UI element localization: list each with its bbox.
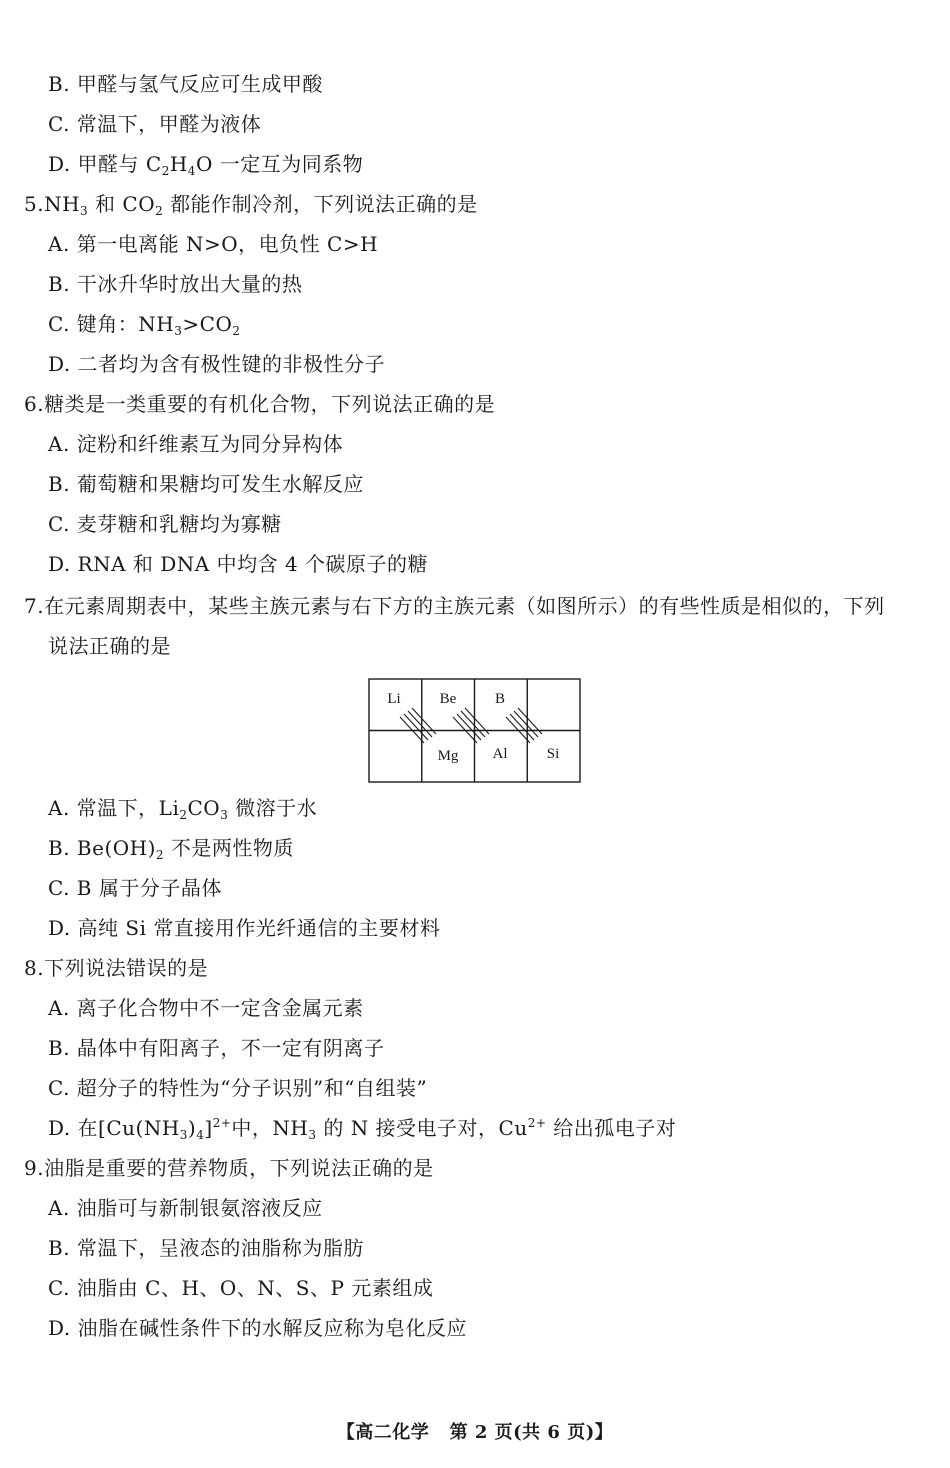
text: 微溶于水: [228, 796, 318, 820]
text: O 一定互为同系物: [195, 152, 364, 176]
question-number: 6.: [24, 392, 45, 416]
text: 不是两性物质: [164, 836, 294, 860]
text: 在元素周期表中，某些主族元素与右下方的主族元素（如图所示）的有些性质是相似的，下列: [44, 594, 885, 618]
q4-option-b: B. 甲醛与氢气反应可生成甲酸: [48, 72, 323, 96]
subscript: 2: [155, 848, 165, 862]
superscript: 2+: [527, 1116, 547, 1130]
periodic-table-svg: [368, 678, 582, 784]
element-li: Li: [387, 691, 401, 707]
q4-option-c: C. 常温下，甲醛为液体: [48, 112, 262, 136]
q9-option-d: D. 油脂在碱性条件下的水解反应称为皂化反应: [48, 1316, 468, 1340]
q9-stem: [24, 1154, 434, 1182]
text: C. 键角：NH: [48, 312, 175, 336]
question-number: 8.: [24, 956, 45, 980]
subscript: 3: [308, 1128, 317, 1142]
q7-option-c: C. B 属于分子晶体: [48, 876, 222, 900]
q7-option-a: [48, 794, 317, 822]
text: 都能作制冷剂，下列说法正确的是: [163, 192, 478, 216]
footer-right-bracket: 】: [594, 1422, 614, 1443]
footer-page-number: 第 2 页(共 6 页): [449, 1422, 595, 1443]
q5-stem: [24, 190, 478, 218]
text: 中，NH: [231, 1116, 309, 1140]
question-number: 7.: [24, 594, 45, 618]
text: >CO: [182, 312, 233, 336]
element-b: B: [494, 691, 506, 707]
q8-option-b: B. 晶体中有阳离子，不一定有阴离子: [48, 1036, 385, 1060]
q5-option-a: A. 第一电离能 N>O，电负性 C>H: [48, 232, 379, 256]
element-be: Be: [439, 691, 457, 707]
q7-stem-line2: 说法正确的是: [48, 634, 171, 658]
question-number: 5.: [24, 192, 45, 216]
text: A. 常温下，Li: [48, 796, 180, 820]
q7-option-d: D. 高纯 Si 常直接用作光纤通信的主要材料: [48, 916, 441, 940]
text: CO: [187, 796, 221, 820]
q7-stem-line1: [24, 592, 885, 620]
q6-option-d: D. RNA 和 DNA 中均含 4 个碳原子的糖: [48, 552, 429, 576]
text: 油脂是重要的营养物质，下列说法正确的是: [44, 1156, 434, 1180]
text: 糖类是一类重要的有机化合物，下列说法正确的是: [44, 392, 496, 416]
text: 和 CO: [88, 192, 156, 216]
subscript: 2: [179, 808, 188, 822]
text: D. 甲醛与 C: [48, 152, 162, 176]
text: B. Be(OH): [48, 836, 156, 860]
text: ]: [204, 1116, 213, 1140]
subscript: 4: [196, 1128, 205, 1142]
q6-option-a: A. 淀粉和纤维素互为同分异构体: [48, 432, 344, 456]
periodic-table-diagram: [368, 678, 582, 784]
hatch-b-si: [506, 708, 542, 743]
q9-option-b: B. 常温下，呈液态的油脂称为脂肪: [48, 1236, 364, 1260]
text: ): [187, 1116, 197, 1140]
q6-option-b: B. 葡萄糖和果糖均可发生水解反应: [48, 472, 364, 496]
text: D. 在[Cu(NH: [48, 1116, 180, 1140]
q7-option-b: [48, 834, 294, 862]
hatch-li-mg: [400, 708, 436, 743]
text: 下列说法错误的是: [44, 956, 209, 980]
q6-stem: [24, 390, 495, 418]
footer-left-bracket: 【: [336, 1422, 356, 1443]
superscript: 2+: [212, 1116, 232, 1130]
element-mg: Mg: [437, 748, 459, 764]
element-al: Al: [492, 746, 508, 762]
q9-option-a: A. 油脂可与新制银氨溶液反应: [48, 1196, 323, 1220]
subscript: 4: [187, 164, 196, 178]
question-number: 9.: [24, 1156, 45, 1180]
q5-option-c: [48, 310, 241, 338]
subscript: 3: [80, 204, 89, 218]
subscript: 2: [155, 204, 164, 218]
footer-subject: 高二化学: [355, 1422, 430, 1443]
text: 给出孤电子对: [546, 1116, 677, 1140]
text: NH: [44, 192, 81, 216]
q4-option-d: [48, 150, 363, 178]
hatch-be-al: [453, 708, 489, 743]
subscript: 3: [220, 808, 229, 822]
q5-option-d: D. 二者均为含有极性键的非极性分子: [48, 352, 386, 376]
q8-stem: [24, 954, 208, 982]
subscript: 3: [179, 1128, 188, 1142]
q8-option-d: [48, 1114, 676, 1142]
subscript: 2: [232, 324, 241, 338]
subscript: 3: [174, 324, 183, 338]
q9-option-c: C. 油脂由 C、H、O、N、S、P 元素组成: [48, 1276, 434, 1300]
q8-option-a: A. 离子化合物中不一定含金属元素: [48, 996, 364, 1020]
q6-option-c: C. 麦芽糖和乳糖均为寡糖: [48, 512, 282, 536]
q8-option-c: C. 超分子的特性为“分子识别”和“自组装”: [48, 1076, 428, 1100]
q5-option-b: B. 干冰升华时放出大量的热: [48, 272, 303, 296]
subscript: 2: [161, 164, 170, 178]
text: H: [169, 152, 188, 176]
text: 的 N 接受电子对，Cu: [316, 1116, 528, 1140]
page-footer: [0, 1418, 950, 1444]
element-si: Si: [546, 746, 560, 762]
